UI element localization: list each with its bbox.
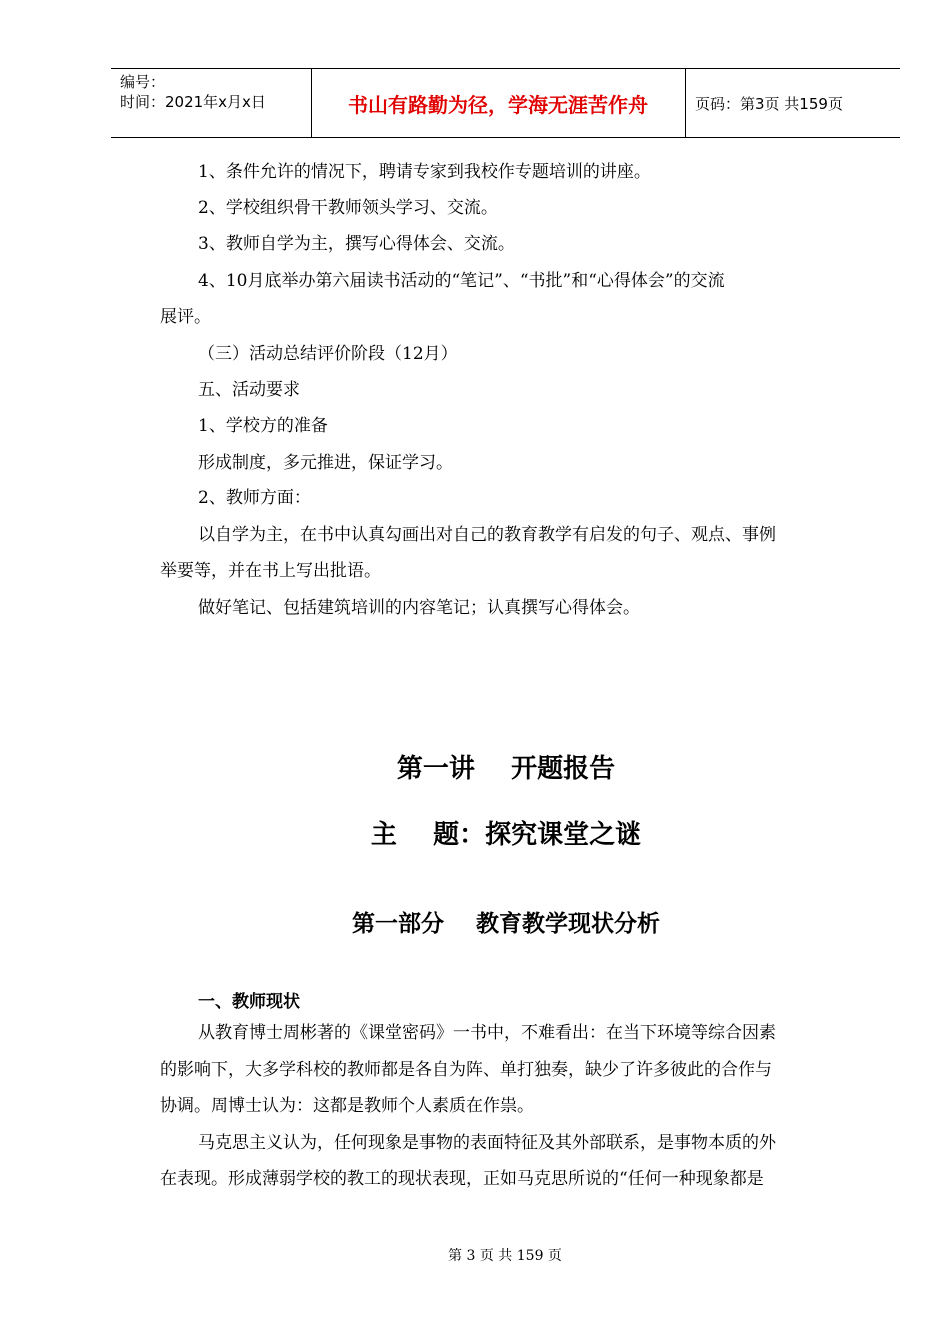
section-heading: 一、教师现状 bbox=[198, 992, 300, 1012]
body-line: 以自学为主，在书中认真勾画出对自己的教育教学有启发的句子、观点、事例 bbox=[198, 525, 776, 545]
body-line: 1、条件允许的情况下，聘请专家到我校作专题培训的讲座。 bbox=[198, 162, 651, 182]
page-footer: 第 3 页 共 159 页 bbox=[448, 1248, 562, 1264]
time-label: 时间：2021年x月x日 bbox=[120, 93, 266, 111]
paragraph-line: 协调。周博士认为：这都是教师个人素质在作祟。 bbox=[160, 1096, 534, 1116]
header-page-info: 页码：第3页 共159页 bbox=[695, 94, 843, 113]
body-line: 2、学校组织骨干教师领头学习、交流。 bbox=[198, 198, 498, 218]
lecture-title: 第一讲 开题报告 bbox=[396, 754, 616, 784]
topic-title: 主 题：探究课堂之谜 bbox=[370, 820, 642, 850]
body-line: 五、活动要求 bbox=[198, 380, 300, 400]
body-line: 形成制度，多元推进，保证学习。 bbox=[198, 453, 453, 473]
paragraph-line: 的影响下，大多学科校的教师都是各自为阵、单打独奏，缺少了许多彼此的合作与 bbox=[160, 1060, 772, 1080]
page-header bbox=[111, 68, 900, 138]
body-line: （三）活动总结评价阶段（12月） bbox=[198, 344, 458, 364]
body-line: 3、教师自学为主，撰写心得体会、交流。 bbox=[198, 234, 515, 254]
header-meta bbox=[111, 69, 311, 137]
paragraph-line: 在表现。形成薄弱学校的教工的现状表现，正如马克思所说的“任何一种现象都是 bbox=[160, 1169, 764, 1189]
body-line: 4、10月底举办第六届读书活动的“笔记”、“书批”和“心得体会”的交流 bbox=[198, 271, 725, 291]
paragraph-line: 马克思主义认为，任何现象是事物的表面特征及其外部联系，是事物本质的外 bbox=[198, 1133, 776, 1153]
body-line: 做好笔记、包括建筑培训的内容笔记；认真撰写心得体会。 bbox=[198, 598, 640, 618]
body-line: 展评。 bbox=[160, 307, 211, 327]
body-line: 1、学校方的准备 bbox=[198, 416, 328, 436]
header-motto: 书山有路勤为径，学海无涯苦作舟 bbox=[348, 92, 648, 117]
part-title: 第一部分 教育教学现状分析 bbox=[351, 911, 661, 937]
body-line: 举要等，并在书上写出批语。 bbox=[160, 561, 381, 581]
paragraph-line: 从教育博士周彬著的《课堂密码》一书中，不难看出：在当下环境等综合因素 bbox=[198, 1023, 776, 1043]
number-label: 编号： bbox=[120, 73, 166, 91]
body-line: 2、教师方面： bbox=[198, 488, 311, 508]
